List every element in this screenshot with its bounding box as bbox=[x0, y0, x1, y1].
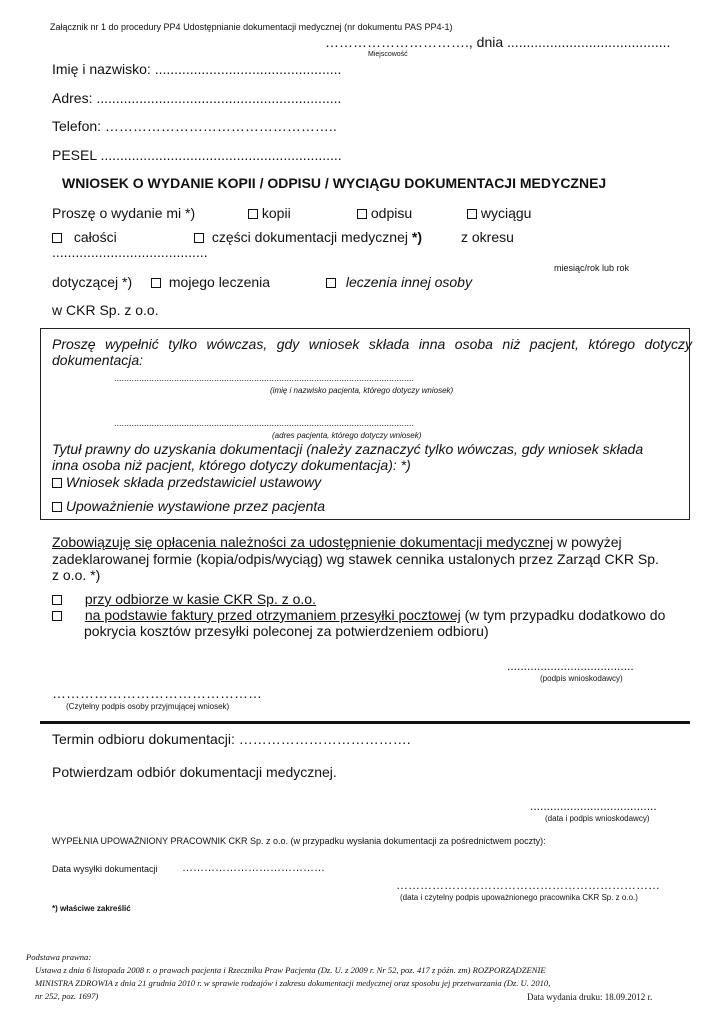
checkbox-extract[interactable] bbox=[467, 209, 477, 219]
pickup-term-field[interactable]: Termin odbioru dokumentacji: ………………………………. bbox=[52, 731, 411, 747]
legal-title-line2: inna osoba niż pacjent, którego dotyczy dokumentacja): *) bbox=[52, 457, 411, 473]
place-date-field[interactable]: …………………………., dnia .......................................... bbox=[325, 34, 671, 50]
option-transcript-label: odpisu bbox=[370, 205, 413, 221]
checkbox-copy[interactable] bbox=[248, 209, 258, 219]
option-whole-label: całości bbox=[73, 229, 117, 245]
legal-basis-heading: Podstawa prawna: bbox=[26, 952, 92, 962]
option-extract[interactable] bbox=[467, 205, 531, 221]
patient-address-caption: (adres pacjenta, którego dotyczy wniosek) bbox=[272, 431, 422, 440]
patient-name-field[interactable]: ........................................................................................................................ bbox=[114, 373, 415, 383]
place-caption: Miejscowość bbox=[368, 51, 408, 58]
annex-note: Załącznik nr 1 do procedury PP4 Udostępnianie dokumentacji medycznej (nr dokumentu PAS PP4-1) bbox=[50, 22, 453, 32]
option-representative-label: Wniosek składa przedstawiciel ustawowy bbox=[65, 474, 322, 490]
employee-heading: WYPEŁNIA UPOWAŻNIONY PRACOWNIK CKR Sp. z o.o. (w przypadku wysłania dokumentacji za pośrednictwem poczty): bbox=[52, 836, 546, 846]
option-mine[interactable] bbox=[151, 274, 270, 290]
checkbox-whole[interactable] bbox=[52, 233, 62, 243]
checkbox-invoice[interactable] bbox=[52, 611, 62, 621]
request-prompt: Proszę o wydanie mi *) bbox=[52, 205, 196, 221]
payment-line1-underlined: Zobowiązuję się opłacenia należności za udostępnienie dokumentacji medycznej bbox=[52, 534, 554, 550]
footnote: *) właściwe zakreślić bbox=[52, 904, 131, 913]
option-transcript[interactable] bbox=[357, 205, 412, 221]
legal-basis-line1: Ustawa z dnia 6 listopada 2008 r. o prawach pacjenta i Rzeczniku Praw Pacjenta (Dz. U. z 2009 r. Nr 52, poz. 417 z późn. zm) ROZPORZĄDZENIE bbox=[35, 965, 546, 975]
option-whole[interactable] bbox=[52, 229, 117, 245]
ship-date-label: Data wysyłki dokumentacji bbox=[52, 864, 158, 874]
option-invoice-label: na podstawie faktury przed otrzymaniem przesyłki pocztowej bbox=[84, 607, 461, 623]
checkbox-representative[interactable] bbox=[52, 478, 62, 488]
checkbox-mine[interactable] bbox=[151, 278, 161, 288]
option-mine-label: mojego leczenia bbox=[168, 274, 271, 290]
third-party-intro: Proszę wypełnić tylko wówczas, gdy wniosek składa inna osoba niż pacjent, którego dotyczy dokumentacja: bbox=[52, 336, 692, 368]
option-cash[interactable] bbox=[52, 591, 316, 607]
option-invoice[interactable] bbox=[52, 607, 665, 623]
option-extract-label: wyciągu bbox=[480, 205, 532, 221]
name-field[interactable]: Imię i nazwisko: ................................................ bbox=[52, 61, 342, 77]
payment-line2: zadeklarowanej formie (kopia/odpis/wyciąg) wg stawek cennika ustalonych przez Zarząd CKR Sp. bbox=[52, 551, 659, 567]
ship-date-field[interactable]: ………………………………… bbox=[182, 862, 325, 874]
payment-line3: z o.o. *) bbox=[52, 567, 101, 583]
checkbox-other[interactable] bbox=[326, 278, 336, 288]
receiver-signature-caption: (Czytelny podpis osoby przyjmującej wniosek) bbox=[66, 702, 230, 711]
patient-address-field[interactable]: ........................................................................................................................ bbox=[114, 418, 415, 428]
option-copy[interactable] bbox=[248, 205, 291, 221]
option-other[interactable] bbox=[326, 274, 472, 290]
option-cash-label: przy odbiorze w kasie CKR Sp. z o.o. bbox=[84, 591, 316, 607]
period-field[interactable]: ........................................ bbox=[52, 244, 208, 260]
applicant-signature-field[interactable]: ...................................... bbox=[507, 659, 634, 673]
patient-name-caption: (imię i nazwisko pacjenta, którego dotyczy wniosek) bbox=[270, 386, 454, 395]
facility-text: w CKR Sp. z o.o. bbox=[52, 302, 159, 318]
period-caption: miesiąc/rok lub rok bbox=[554, 263, 630, 273]
legal-basis-line2: MINISTRA ZDROWIA z dnia 21 grudnia 2010 r. w sprawie rodzajów i zakresu dokumentacji medycznej oraz sposobu jej przetwarzania (Dz. U. 2010, bbox=[35, 978, 551, 988]
option-part[interactable] bbox=[194, 229, 422, 245]
pesel-field[interactable]: PESEL .............................................................. bbox=[52, 147, 342, 163]
option-authorization-label: Upoważnienie wystawione przez pacjenta bbox=[65, 498, 326, 514]
phone-field[interactable]: Telefon: ………………………………………….. bbox=[52, 118, 337, 134]
employee-signature-caption: (data i czytelny podpis upoważnionego pracownika CKR Sp. z o.o.) bbox=[400, 893, 638, 902]
print-date: Data wydania druku: 18.09.2012 r. bbox=[527, 992, 653, 1002]
payment-line1 bbox=[52, 534, 622, 550]
section-divider bbox=[40, 721, 690, 724]
option-other-label: leczenia innej osoby bbox=[345, 274, 472, 290]
payment-line1-rest: w powyżej bbox=[553, 534, 622, 550]
option-representative[interactable] bbox=[52, 474, 321, 490]
applicant-signature-caption: (podpis wnioskodawcy) bbox=[540, 674, 623, 683]
checkbox-cash[interactable] bbox=[52, 595, 62, 605]
pickup-confirm-text: Potwierdzam odbiór dokumentacji medycznej. bbox=[52, 764, 337, 780]
employee-signature-field[interactable]: ………………………………………………………… bbox=[396, 878, 660, 892]
option-invoice-line2: pokrycia kosztów przesyłki poleconej za potwierdzeniem odbioru) bbox=[84, 623, 489, 639]
form-title: WNIOSEK O WYDANIE KOPII / ODPISU / WYCIĄGU DOKUMENTACJI MEDYCZNEJ bbox=[62, 175, 607, 191]
option-copy-label: kopii bbox=[261, 205, 291, 221]
concerning-label: dotyczącej *) bbox=[52, 274, 133, 290]
pickup-signature-caption: (data i podpis wnioskodawcy) bbox=[545, 814, 650, 823]
legal-title-line1: Tytuł prawny do uzyskania dokumentacji (należy zaznaczyć tylko wówczas, gdy wniosek składa bbox=[52, 441, 644, 457]
option-part-label: części dokumentacji medycznej bbox=[211, 229, 408, 245]
legal-basis-line3: nr 252, poz. 1697) bbox=[35, 991, 99, 1001]
option-invoice-rest: (w tym przypadku dodatkowo do bbox=[460, 607, 666, 623]
checkbox-authorization[interactable] bbox=[52, 502, 62, 512]
checkbox-part[interactable] bbox=[194, 233, 204, 243]
pickup-signature-field[interactable]: ...................................... bbox=[530, 799, 657, 813]
option-authorization[interactable] bbox=[52, 498, 325, 514]
receiver-signature-field[interactable]: ……………………………………… bbox=[52, 685, 262, 701]
checkbox-transcript[interactable] bbox=[357, 209, 367, 219]
address-field[interactable]: Adres: ............................................................... bbox=[52, 90, 342, 106]
period-label: z okresu bbox=[461, 229, 514, 245]
option-part-mark: *) bbox=[411, 229, 422, 245]
